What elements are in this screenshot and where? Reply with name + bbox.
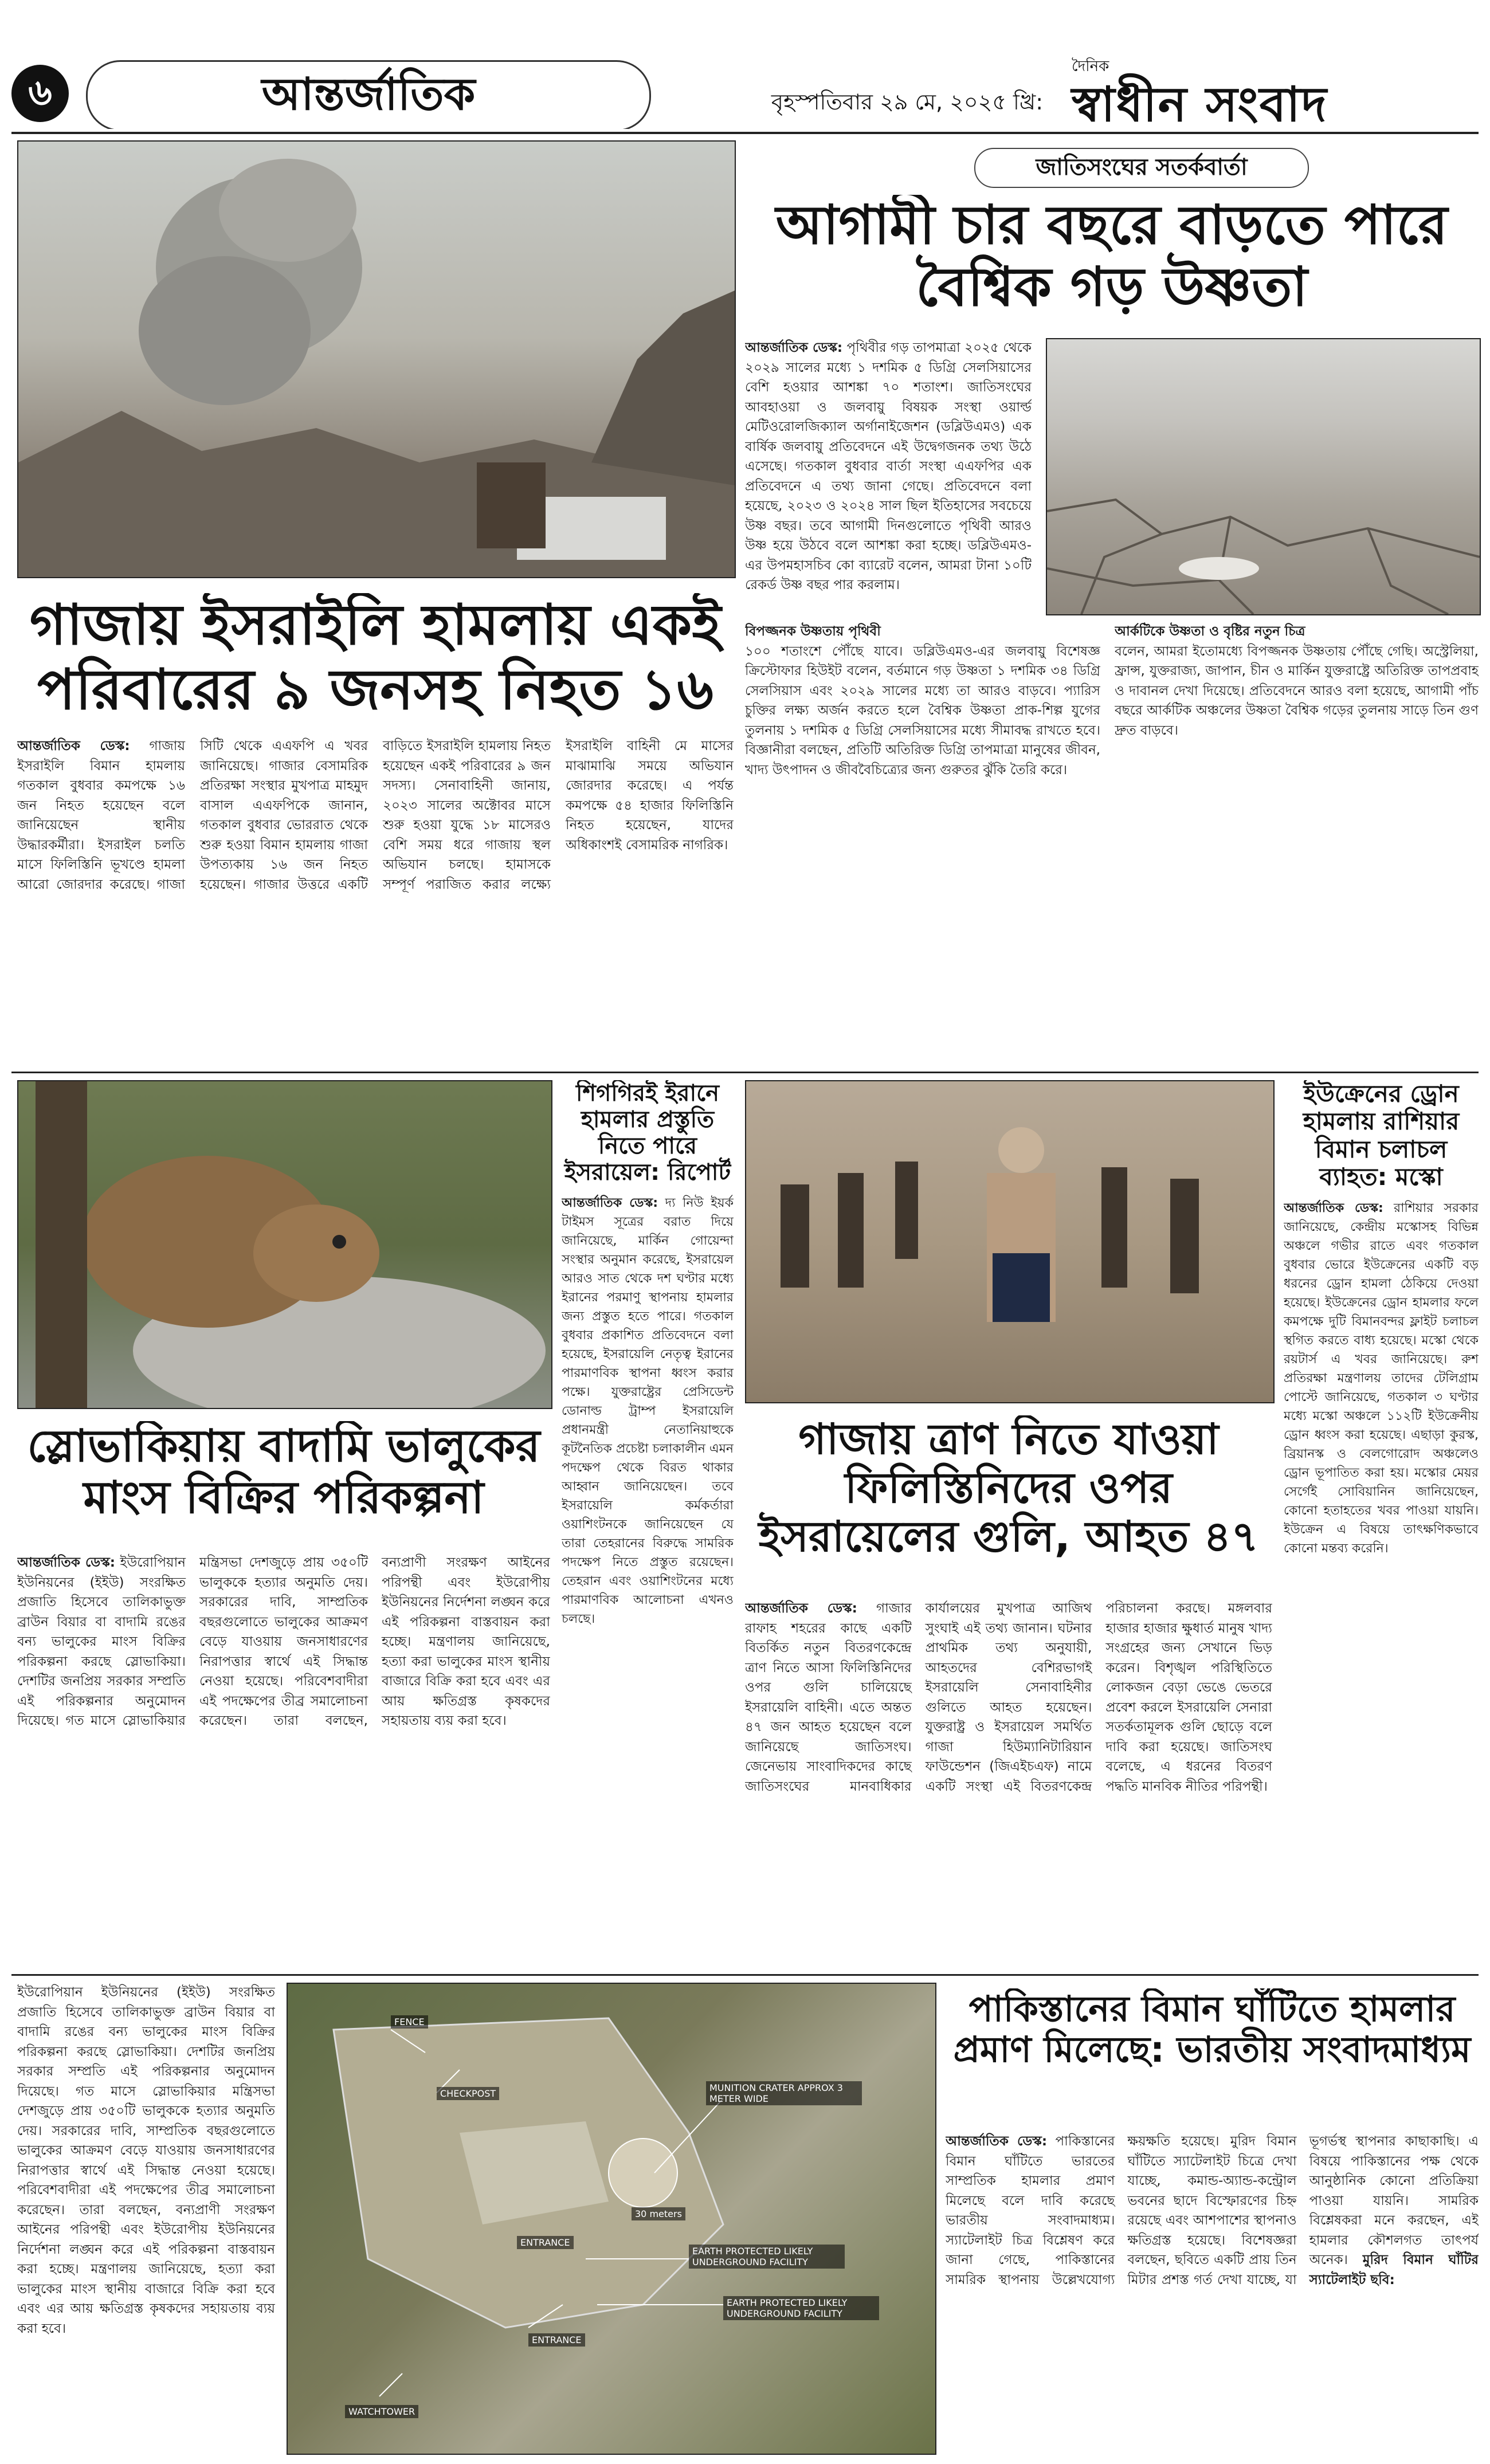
dateline: আন্তর্জাতিক ডেস্ক: — [745, 340, 843, 355]
pakistan-subhead: মুরিদ বিমান ঘাঁটির স্যাটেলাইট ছবি: — [1309, 2253, 1479, 2288]
article-text: ১০০ শতাংশে পৌঁছে যাবে। ডব্লিউএমও-এর জলবায়ু বিশেষজ্ঞ ক্রিস্টোফার হিউইট বলেন, বর্তমানে গড় উষ্ণতা ১ দশমিক ৩৪ ডিগ্রি সেলসিয়াস এবং ২০২৯ সালের মধ্যে তা আরও বাড়বে। প্যারিস চুক্তির লক্ষ্য অর্জন করতে হলে বৈশ্বিক উষ্ণতা প্রাক-শিল্প যুগের তুলনায় ১ দশমিক ৫ ডিগ্রি সেলসিয়াসের মধ্যে সীমাবদ্ধ রাখতে হবে। বিজ্ঞানীরা বলছেন, প্রতিটি অতিরিক্ত ডিগ্রি তাপমাত্রা মানুষের জীবন, খাদ্য উৎপাদন ও জীববৈচিত্র্যের জন্য গুরুতর ঝুঁকি তৈরি করে। — [745, 644, 1100, 778]
ukraine-drone-article — [1284, 1080, 1479, 1968]
slovakia-bear-body — [17, 1553, 550, 1965]
sat-label-crater: MUNITION CRATER APPROX 3 METER WIDE — [706, 2081, 862, 2105]
slovakia-bear-headline: স্লোভাকিয়ায় বাদামি ভালুকের মাংস বিক্রির পরিকল্পনা — [27, 1421, 540, 1524]
climate-body-col3 — [1115, 622, 1479, 1063]
article-text: বলেন, আমরা ইতোমধ্যে বিপজ্জনক উষ্ণতায় পৌঁছে গেছি। অস্ট্রেলিয়া, ফ্রান্স, যুক্তরাজ্য, জাপান, চীন ও মার্কিন যুক্তরাষ্ট্রে অতিরিক্ত তাপপ্রবাহ ও দাবানল দেখা দিয়েছে। প্রতিবেদনে আরও বলা হয়েছে, আগামী পাঁচ বছরে আর্কটিক অঞ্চলের উষ্ণতা বৈশ্বিক গড়ের তুলনায় সাড়ে তিন গুণ দ্রুত বাড়বে। — [1115, 644, 1479, 738]
paper-logo: স্বাধীন সংবাদ — [1072, 76, 1328, 129]
iran-article — [562, 1080, 734, 1968]
gaza-aid-body — [745, 1599, 1272, 1965]
bear-on-rock-illustration — [18, 1081, 551, 1408]
gaza-aid-headline: গাজায় ত্রাণ নিতে যাওয়া ফিলিস্তিনিদের ওপর ইসরায়েলের গুলি, আহত ৪৭ — [758, 1415, 1259, 1562]
sat-label-entrance-2: ENTRANCE — [528, 2333, 585, 2347]
section-rule-1 — [11, 1072, 1479, 1073]
smoke-and-rubble-illustration — [18, 142, 735, 577]
section-tab: আন্তর্জাতিক — [86, 60, 651, 129]
climate-subhead-arctic: আর্কটিকে উষ্ণতা ও বৃষ্টির নতুন চিত্র — [1115, 624, 1305, 639]
article-text: দ্য নিউ ইয়র্ক টাইমস সূত্রের বরাত দিয়ে জানিয়েছে, মার্কিন গোয়েন্দা সংস্থার অনুমান করেছে, ইসরায়েল আরও সাত থেকে দশ ঘণ্টার মধ্যে ইরানের পরমাণু স্থাপনায় হামলার জন্য প্রস্তুত হতে পারে। গতকাল বুধবার প্রকাশিত প্রতিবেদনে বলা হয়েছে, ইসরায়েলি নেতৃত্ব ইরানের পারমাণবিক স্থাপনা ধ্বংস করার পক্ষে। যুক্তরাষ্ট্রের প্রেসিডেন্ট ডোনাল্ড ট্রাম্প ইসরায়েলি প্রধানমন্ত্রী নেতানিয়াহুকে কূটনৈতিক প্রচেষ্টা চলাকালীন এমন পদক্ষেপ থেকে বিরত থাকার আহ্বান জানিয়েছেন। তবে ইসরায়েলি কর্মকর্তারা ওয়াশিংটনকে জানিয়েছেন যে তারা তেহরানের বিরুদ্ধে সামরিক পদক্ষেপ নিতে প্রস্তুত রয়েছেন। তেহরান এবং ওয়াশিংটনের মধ্যে পারমাণবিক আলোচনা এখনও চলছে। — [562, 1196, 734, 1626]
article-text: ইউরোপিয়ান ইউনিয়নের (ইইউ) সংরক্ষিত প্রজাতি হিসেবে তালিকাভুক্ত ব্রাউন বিয়ার বা বাদামি রঙের বন্য ভালুকের মাংস বিক্রির পরিকল্পনা করছে স্লোভাকিয়া। দেশটির জনপ্রিয় সরকার সম্প্রতি এই পরিকল্পনার অনুমোদন দিয়েছে। গত মাসে স্লোভাকিয়ার মন্ত্রিসভা দেশজুড়ে প্রায় ৩৫০টি ভালুককে হত্যার অনুমতি দেয়। সরকারের দাবি, সাম্প্রতিক বছরগুলোতে ভালুকের আক্রমণ বেড়ে যাওয়ায় জনসাধারণের নিরাপত্তার স্বার্থে এই সিদ্ধান্ত নেওয়া হয়েছে। পরিবেশবাদীরা এই পদক্ষেপের তীব্র সমালোচনা করেছেন। তারা বলছেন, বন্যপ্রাণী সংরক্ষণ আইনের পরিপন্থী এবং ইউরোপীয় ইউনিয়নের নির্দেশনা লঙ্ঘন করে এই পরিকল্পনা বাস্তবায়ন করা হচ্ছে। মন্ত্রণালয় জানিয়েছে, হত্যা করা ভালুকের মাংস স্থানীয় বাজারে বিক্রি করা হবে এবং এর আয় ক্ষতিগ্রস্ত কৃষকদের সহায়তায় ব্যয় করা হবে। — [17, 1985, 275, 2336]
satellite-map-illustration — [288, 1984, 935, 2454]
climate-body-col1 — [745, 338, 1032, 613]
ukraine-drone-headline: ইউক্রেনের ড্রোন হামলায় রাশিয়ার বিমান চলাচল ব্যাহত: মস্কো — [1303, 1080, 1460, 1191]
sat-label-earth-2: EARTH PROTECTED LIKELY UNDERGROUND FACILITY — [723, 2296, 879, 2320]
climate-kicker: জাতিসংঘের সতর্কবার্তা — [974, 148, 1309, 188]
iran-body — [562, 1194, 734, 1933]
gaza-family-headline: গাজায় ইসরাইলি হামলায় একই পরিবারের ৯ জনসহ নিহত ১৬ — [29, 593, 722, 723]
article-text: গাজার রাফাহ শহরের কাছে একটি বিতর্কিত নতুন বিতরণকেন্দ্রে ত্রাণ নিতে আসা ফিলিস্তিনিদের ওপর গুলি চালিয়েছে ইসরায়েলি বাহিনী। এতে অন্তত ৪৭ জন আহত হয়েছেন বলে জানিয়েছে জাতিসংঘ। জেনেভায় সাংবাদিকদের কাছে জাতিসংঘের মানবাধিকার কার্যালয়ের মুখপাত্র আজিথ সুংঘাই এই তথ্য জানান। ঘটনার প্রাথমিক তথ্য অনুযায়ী, আহতদের বেশিরভাগই ইসরায়েলি সেনাবাহিনীর গুলিতে আহত হয়েছেন। যুক্তরাষ্ট্র ও ইসরায়েল সমর্থিত গাজা হিউম্যানিটারিয়ান ফাউন্ডেশন (জিএইচএফ) নামে একটি সংস্থা এই বিতরণকেন্দ্র পরিচালনা করছে। মঙ্গলবার হাজার হাজার ক্ষুধার্ত মানুষ খাদ্য সংগ্রহের জন্য সেখানে ভিড় করেন। বিশৃঙ্খল পরিস্থিতিতে লোকজন বেড়া ভেঙে ভেতরে প্রবেশ করলে ইসরায়েলি সেনারা সতর্কতামূলক গুলি ছোড়ে বলে দাবি করা হয়েছে। জাতিসংঘ বলেছে, এ ধরনের বিতরণ পদ্ধতি মানবিক নীতির পরিপন্থী। — [745, 1601, 1272, 1794]
dateline: আন্তর্জাতিক ডেস্ক: — [562, 1196, 658, 1210]
climate-body-col2 — [745, 622, 1100, 1063]
dateline: আন্তর্জাতিক ডেস্ক: — [17, 739, 130, 754]
article-text: পাকিস্তানের বিমান ঘাঁটিতে ভারতের সাম্প্রতিক হামলার প্রমাণ মিলেছে বলে দাবি করেছে ভারতীয় সংবাদমাধ্যম। স্যাটেলাইট চিত্র বিশ্লেষণ করে জানা গেছে, পাকিস্তানের সামরিক স্থাপনায় উল্লেখযোগ্য ক্ষয়ক্ষতি হয়েছে। মুরিদ বিমান ঘাঁটিতে স্যাটেলাইট চিত্রে দেখা যাচ্ছে, কমান্ড-অ্যান্ড-কন্ট্রোল ভবনের ছাদে বিস্ফোরণের চিহ্ন রয়েছে এবং আশপাশের স্থাপনাও ক্ষতিগ্রস্ত হয়েছে। বিশেষজ্ঞরা বলছেন, ছবিতে একটি প্রায় তিন মিটার প্রশস্ত গর্ত দেখা যাচ্ছে, যা ভূগর্ভস্থ স্থাপনার কাছাকাছি। এ বিষয়ে পাকিস্তানের পক্ষ থেকে আনুষ্ঠানিক কোনো প্রতিক্রিয়া পাওয়া যায়নি। সামরিক বিশ্লেষকরা মনে করছেন, এই হামলার কৌশলগত তাৎপর্য অনেক। — [946, 2134, 1479, 2288]
climate-subhead-danger: বিপজ্জনক উষ্ণতায় পৃথিবী — [745, 624, 881, 639]
sat-label-fence: FENCE — [391, 2015, 428, 2029]
brown-bear-photo — [17, 1080, 552, 1409]
climate-headline: আগামী চার বছরে বাড়তে পারে বৈশ্বিক গড় উষ্ণতা — [775, 195, 1448, 319]
cracked-soil-illustration — [1047, 339, 1480, 614]
sat-label-earth-1: EARTH PROTECTED LIKELY UNDERGROUND FACILITY — [689, 2245, 845, 2269]
pakistan-airbase-headline: পাকিস্তানের বিমান ঘাঁটিতে হামলার প্রমাণ মিলেছে: ভারতীয় সংবাদমাধ্যম — [953, 1988, 1471, 2071]
gaza-aid-photo — [745, 1080, 1275, 1403]
masthead — [11, 54, 1479, 129]
dateline: আন্তর্জাতিক ডেস্ক: — [946, 2134, 1048, 2149]
sat-label-watchtower: WATCHTOWER — [345, 2405, 418, 2418]
sat-label-meters: 30 meters — [632, 2207, 685, 2220]
page-number-badge: ৬ — [11, 65, 69, 122]
aid-crowd-illustration — [746, 1081, 1273, 1402]
masthead-rule — [11, 132, 1479, 134]
dateline: আন্তর্জাতিক ডেস্ক: — [17, 1555, 115, 1570]
article-text: রাশিয়ার সরকার জানিয়েছে, কেন্দ্রীয় মস্কোসহ বিভিন্ন অঞ্চলে গভীর রাতে এবং গতকাল বুধবার ভোরে ইউক্রেনের একটি বড় ধরনের ড্রোন হামলা ঠেকিয়ে দেওয়া হয়েছে। ইউক্রেনের ড্রোন হামলার ফলে কমপক্ষে দুটি বিমানবন্দর ফ্লাইট চলাচল স্থগিত করতে বাধ্য হয়েছে। মস্কো থেকে রয়টার্স এ খবর জানিয়েছে। রুশ প্রতিরক্ষা মন্ত্রণালয় তাদের টেলিগ্রাম পোস্টে জানিয়েছে, গতকাল ৩ ঘণ্টার মধ্যে মস্কো অঞ্চলে ১১২টি ইউক্রেনীয় ড্রোন ধ্বংস করা হয়েছে। এছাড়া কুরস্ক, ব্রিয়ানস্ক ও বেলগোরোদ অঞ্চলেও ড্রোন ভূপাতিত করা হয়। মস্কোর মেয়র সের্গেই সোবিয়ানিন জানিয়েছেন, কোনো হতাহতের খবর পাওয়া যায়নি। ইউক্রেন এ বিষয়ে তাৎক্ষণিকভাবে কোনো মন্তব্য করেনি। — [1284, 1201, 1479, 1556]
dateline: আন্তর্জাতিক ডেস্ক: — [745, 1601, 857, 1616]
article-text: পৃথিবীর গড় তাপমাত্রা ২০২৫ থেকে ২০২৯ সালের মধ্যে ১ দশমিক ৫ ডিগ্রি সেলসিয়াসের বেশি হওয়ার আশঙ্কা ৭০ শতাংশ। জাতিসংঘের আবহাওয়া ও জলবায়ু বিষয়ক সংস্থা ওয়ার্ল্ড মেটিওরোলজিক্যাল অর্গানাইজেশন (ডব্লিউএমও) এক বার্ষিক জলবায়ু প্রতিবেদনে এই উদ্বেগজনক তথ্য উঠে এসেছে। গতকাল বুধবার বার্তা সংস্থা এএফপির এক প্রতিবেদনে এ তথ্য জানা গেছে। প্রতিবেদনে বলা হয়েছে, ২০২৩ ও ২০২৪ সাল ছিল ইতিহাসের সবচেয়ে উষ্ণ বছর। তবে আগামী দিনগুলোতে পৃথিবী আরও উষ্ণ হয়ে উঠবে বলে আশঙ্কা করা হচ্ছে। ডব্লিউএমও-এর উপমহাসচিব কো ব্যারেট বলেন, আমরা টানা ১০টি রেকর্ড উষ্ণ বছর পার করলাম। — [745, 340, 1032, 593]
gaza-family-body — [17, 736, 734, 1063]
paper-tagline: দৈনিক — [1072, 58, 1109, 75]
satellite-airbase-photo — [287, 1983, 936, 2455]
iran-headline: শিগগিরই ইরানে হামলার প্রস্তুতি নিতে পারে ইসরায়েল: রিপোর্ট — [564, 1080, 731, 1186]
section-rule-2 — [11, 1974, 1479, 1976]
sat-label-entrance-1: ENTRANCE — [517, 2236, 574, 2249]
article-text: ইউরোপিয়ান ইউনিয়নের (ইইউ) সংরক্ষিত প্রজাতি হিসেবে তালিকাভুক্ত ব্রাউন বিয়ার বা বাদামি রঙের বন্য ভালুকের মাংস বিক্রির পরিকল্পনা করছে স্লোভাকিয়া। দেশটির জনপ্রিয় সরকার সম্প্রতি এই পরিকল্পনার অনুমোদন দিয়েছে। গত মাসে স্লোভাকিয়ার মন্ত্রিসভা দেশজুড়ে প্রায় ৩৫০টি ভালুককে হত্যার অনুমতি দেয়। সরকারের দাবি, সাম্প্রতিক বছরগুলোতে ভালুকের আক্রমণ বেড়ে যাওয়ায় জনসাধারণের নিরাপত্তার স্বার্থে এই সিদ্ধান্ত নেওয়া হয়েছে। পরিবেশবাদীরা এই পদক্ষেপের তীব্র সমালোচনা করেছেন। তারা বলছেন, বন্যপ্রাণী সংরক্ষণ আইনের পরিপন্থী এবং ইউরোপীয় ইউনিয়নের নির্দেশনা লঙ্ঘন করে এই পরিকল্পনা বাস্তবায়ন করা হচ্ছে। মন্ত্রণালয় জানিয়েছে, হত্যা করা ভালুকের মাংস স্থানীয় বাজারে বিক্রি করা হবে এবং এর আয় ক্ষতিগ্রস্ত কৃষকদের সহায়তায় ব্যয় করা হবে। — [17, 1555, 550, 1728]
dateline: আন্তর্জাতিক ডেস্ক: — [1284, 1201, 1383, 1216]
cracked-earth-photo — [1046, 338, 1481, 615]
slovakia-bear-continued — [17, 1983, 275, 2453]
pakistan-airbase-body — [946, 2132, 1479, 2453]
ukraine-drone-body — [1284, 1199, 1479, 1938]
article-text: গাজায় ইসরাইলি বিমান হামলায় গতকাল বুধবার কমপক্ষে ১৬ জন নিহত হয়েছেন বলে জানিয়েছেন স্থানীয় উদ্ধারকর্মীরা। ইসরাইল চলতি মাসে ফিলিস্তিনি ভূখণ্ডে হামলা আরো জোরদার করেছে। গাজা সিটি থেকে এএফপি এ খবর জানিয়েছে। গাজার বেসামরিক প্রতিরক্ষা সংস্থার মুখপাত্র মাহমুদ বাসাল এএফপিকে জানান, গতকাল বুধবার ভোররাত থেকে শুরু হওয়া বিমান হামলায় গাজা উপত্যকায় ১৬ জন নিহত হয়েছেন। গাজার উত্তরে একটি বাড়িতে ইসরাইলি হামলায় নিহত হয়েছেন একই পরিবারের ৯ জন সদস্য। সেনাবাহিনী জানায়, ২০২৩ সালের অক্টোবর মাসে শুরু হওয়া যুদ্ধে ১৮ মাসেরও বেশি সময় ধরে গাজায় স্থল অভিযান চলছে। হামাসকে সম্পূর্ণ পরাজিত করার লক্ষ্যে ইসরাইলি বাহিনী মে মাসের মাঝামাঝি সময়ে অভিযান জোরদার করেছে। এ পর্যন্ত কমপক্ষে ৫৪ হাজার ফিলিস্তিনি নিহত হয়েছেন, যাদের অধিকাংশই বেসামরিক নাগরিক। — [17, 739, 734, 892]
sat-label-checkpost: CHECKPOST — [437, 2087, 499, 2100]
gaza-rubble-photo — [17, 140, 736, 578]
issue-date: বৃহস্পতিবার ২৯ মে, ২০২৫ খ্রি: — [771, 89, 1043, 115]
